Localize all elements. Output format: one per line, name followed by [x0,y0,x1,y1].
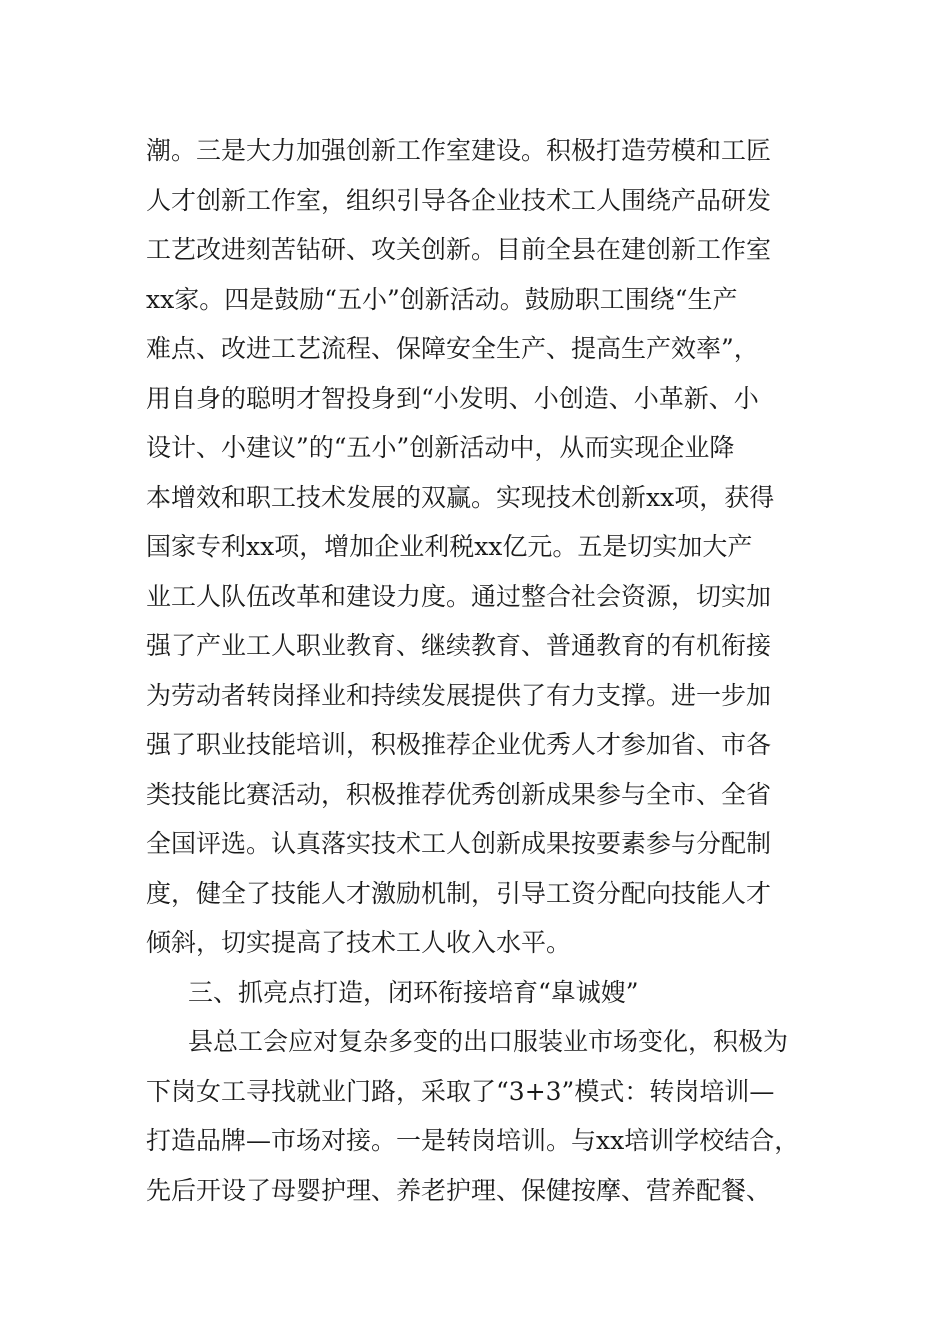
text-line: 潮。三是大力加强创新工作室建设。积极打造劳模和工匠 [146,136,772,165]
text-line: 本增效和职工技术发展的双赢。实现技术创新xx项，获得 [146,482,775,512]
text-line: 业工人队伍改革和建设力度。通过整合社会资源，切实加 [146,581,772,611]
text-line: 下岗女工寻找就业门路，采取了“3+3”模式：转岗培训— [146,1076,775,1106]
text-line: 强了产业工人职业教育、继续教育、普通教育的有机衔接 [146,631,772,660]
text-line: 工艺改进刻苦钻研、攻关创新。目前全县在建创新工作室 [146,235,772,264]
text-line: 全国评选。认真落实技术工人创新成果按要素参与分配制 [146,829,772,858]
text-line: 先后开设了母婴护理、养老护理、保健按摩、营养配餐、 [146,1175,772,1205]
body-text [146,126,846,1215]
section-heading: 三、抓亮点打造，闭环衔接培育“皐诚嫂” [188,977,639,1007]
text-line: 县总工会应对复杂多变的出口服装业市场变化，积极为 [188,1027,789,1056]
text-line: 打造品牌—市场对接。一是转岗培训。与xx培训学校结合， [146,1126,800,1155]
text-line: 度，健全了技能人才激励机制，引导工资分配向技能人才 [146,878,772,908]
text-line: 用自身的聪明才智投身到“小发明、小创造、小革新、小 [146,383,759,413]
text-line: 倾斜，切实提高了技术工人收入水平。 [146,928,572,957]
text-line: 类技能比赛活动，积极推荐优秀创新成果参与全市、全省 [146,779,772,809]
text-line: 设计、小建议”的“五小”创新活动中，从而实现企业降 [146,433,735,462]
text-line: 为劳动者转岗择业和持续发展提供了有力支撑。进一步加 [146,680,772,710]
text-line: 人才创新工作室，组织引导各企业技术工人围绕产品研发 [146,185,772,215]
text-line: xx家。四是鼓励“五小”创新活动。鼓励职工围绕“生产 [146,284,738,314]
text-line: 强了职业技能培训，积极推荐企业优秀人才参加省、市各 [146,730,772,759]
text-line: 国家专利xx项，增加企业利税xx亿元。五是切实加大产 [146,532,753,561]
text-line: 难点、改进工艺流程、保障安全生产、提高生产效率”， [146,334,759,363]
